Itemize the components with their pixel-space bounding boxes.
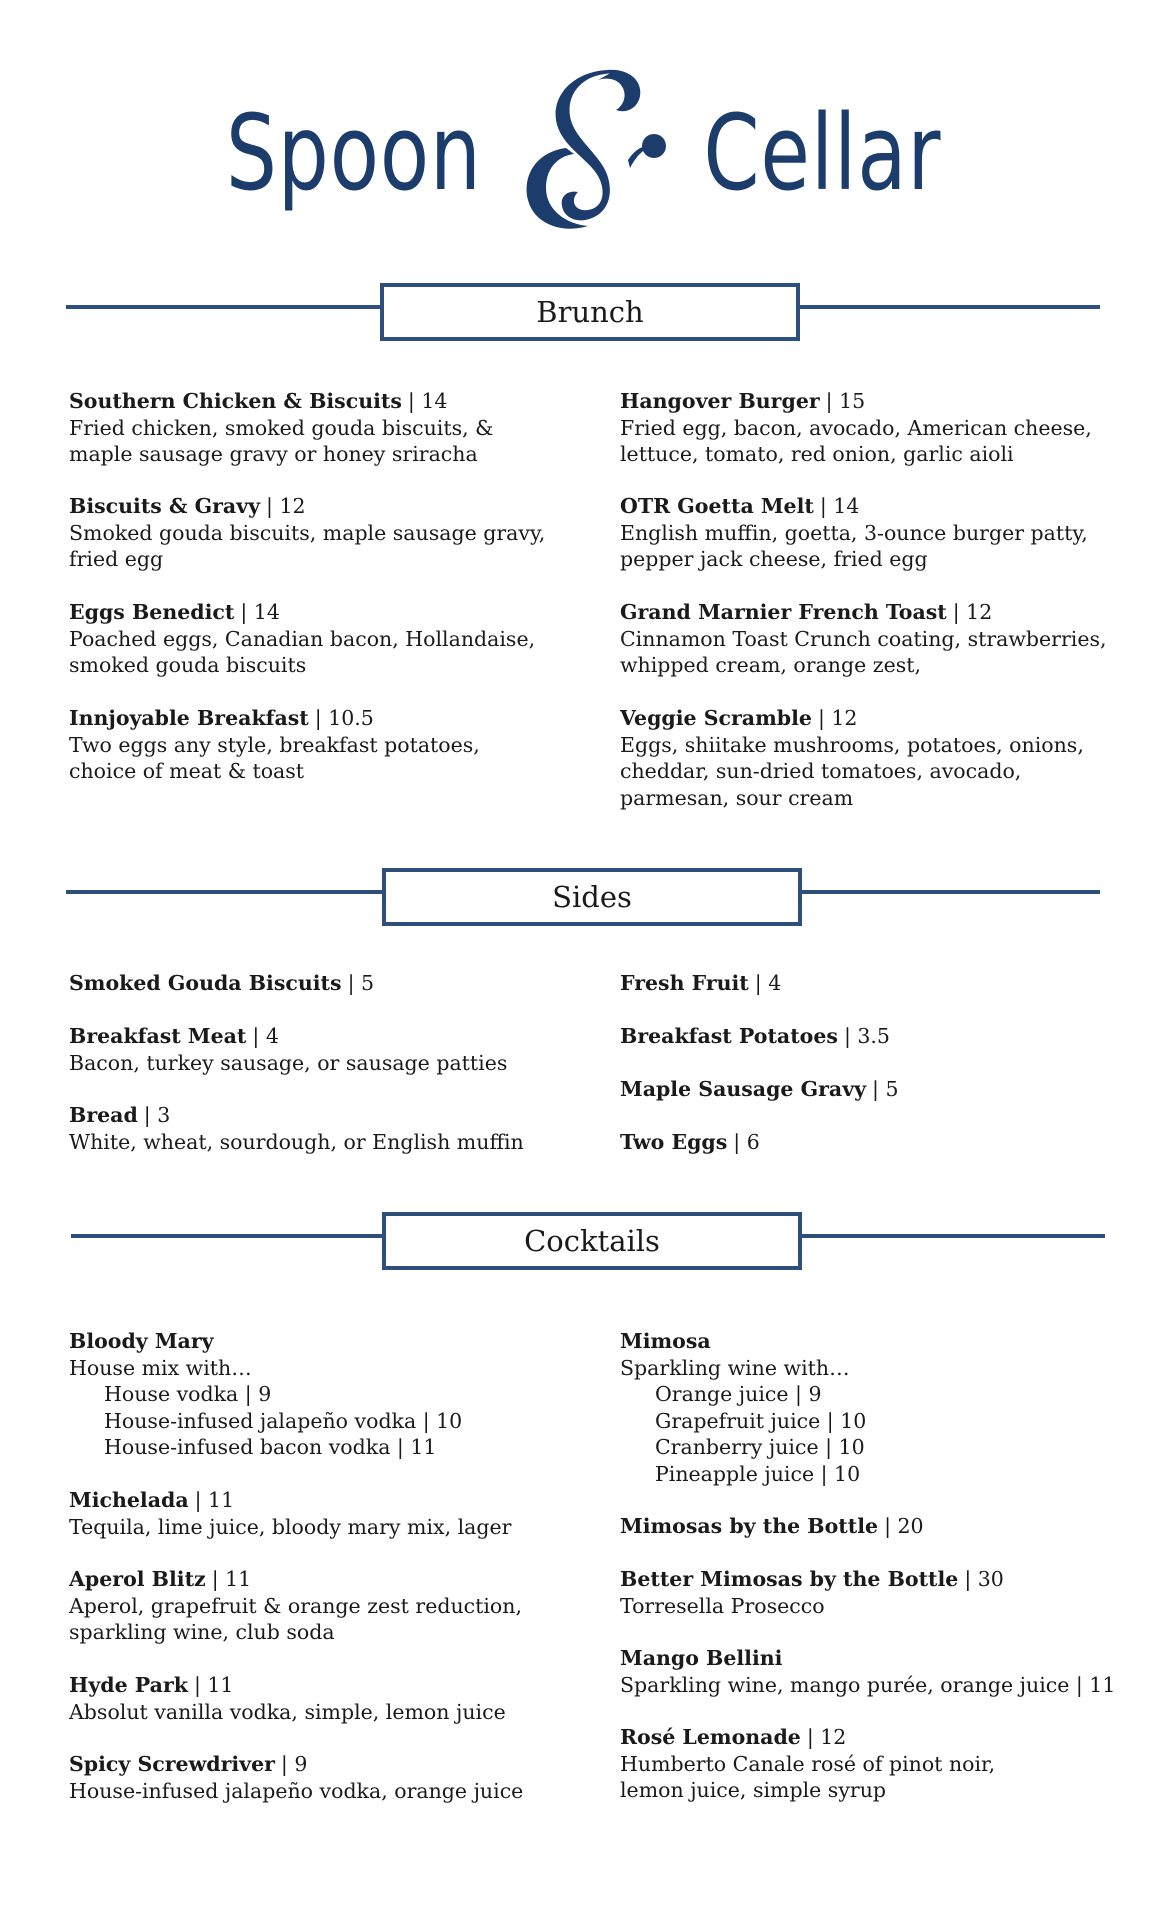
item-desc: lemon juice, simple syrup — [620, 1778, 887, 1802]
item-desc: Eggs, shiitake mushrooms, potatoes, onions, — [620, 732, 1084, 757]
item-option: Pineapple juice | 10 — [655, 1461, 861, 1486]
cocktail-item — [620, 1724, 1140, 1804]
side-item — [620, 1129, 1140, 1156]
item-price: | 14 — [819, 494, 860, 518]
cocktail-item — [69, 1328, 589, 1461]
item-option: House-infused bacon vodka | 11 — [104, 1435, 437, 1459]
item-price: | 6 — [733, 1130, 760, 1154]
item-desc: House-infused jalapeño vodka, orange juice — [69, 1778, 524, 1803]
cocktail-item — [620, 1566, 1140, 1619]
item-price: | 14 — [240, 600, 280, 624]
item-name: Fresh Fruit — [620, 971, 749, 995]
item-price: | 10.5 — [314, 706, 374, 730]
brunch-item — [69, 388, 589, 468]
item-name: Aperol Blitz — [69, 1567, 206, 1591]
item-name: Bread — [69, 1103, 138, 1127]
side-item — [69, 970, 589, 997]
side-item — [620, 1023, 1140, 1050]
item-desc: choice of meat & toast — [69, 759, 305, 783]
item-option: House vodka | 9 — [104, 1382, 272, 1406]
item-desc: Aperol, grapefruit & orange zest reduction, — [69, 1593, 522, 1618]
item-desc: Bacon, turkey sausage, or sausage patties — [69, 1050, 508, 1075]
item-option: Orange juice | 9 — [655, 1382, 822, 1406]
brunch-item — [69, 599, 589, 679]
item-desc: Tequila, lime juice, bloody mary mix, lager — [69, 1514, 512, 1539]
item-name: Spicy Screwdriver — [69, 1752, 275, 1776]
cocktail-item — [620, 1328, 1140, 1487]
brunch-item — [620, 493, 1140, 573]
item-price: | 14 — [407, 389, 448, 413]
brunch-item — [620, 599, 1140, 679]
item-name: Rosé Lemonade — [620, 1725, 801, 1749]
item-price: | 4 — [252, 1024, 279, 1048]
item-name: Breakfast Potatoes — [620, 1024, 838, 1048]
cocktail-item — [69, 1751, 589, 1804]
item-price: | 5 — [872, 1077, 899, 1101]
item-name: Hangover Burger — [620, 389, 820, 413]
item-desc: English muffin, goetta, 3-ounce burger patty, — [620, 520, 1088, 545]
item-desc: Smoked gouda biscuits, maple sausage gravy, — [69, 520, 546, 545]
cocktails-heading: Cocktails — [382, 1212, 802, 1270]
item-price: | 20 — [884, 1514, 924, 1538]
item-name: Eggs Benedict — [69, 600, 235, 624]
item-desc: White, wheat, sourdough, or English muffin — [69, 1129, 524, 1154]
brunch-item — [620, 705, 1140, 811]
side-item — [620, 970, 1140, 997]
logo-word-left: Spoon — [225, 92, 482, 214]
item-desc: cheddar, sun-dried tomatoes, avocado, — [620, 759, 1022, 783]
item-price: | 12 — [266, 494, 306, 518]
item-desc: Poached eggs, Canadian bacon, Hollandaise, — [69, 626, 536, 651]
item-name: Southern Chicken & Biscuits — [69, 389, 402, 413]
item-name: Mimosas by the Bottle — [620, 1514, 879, 1538]
item-name: Better Mimosas by the Bottle — [620, 1567, 959, 1591]
cocktail-item — [69, 1566, 589, 1646]
item-price: | 5 — [347, 971, 375, 995]
side-item — [69, 1102, 589, 1155]
item-desc: Two eggs any style, breakfast potatoes, — [69, 732, 480, 757]
item-price: | 3.5 — [843, 1024, 890, 1048]
item-name: Maple Sausage Gravy — [620, 1077, 867, 1101]
item-desc: smoked gouda biscuits — [69, 653, 307, 677]
item-price: | 15 — [825, 389, 866, 413]
logo — [0, 68, 1166, 238]
item-name: Breakfast Meat — [69, 1024, 247, 1048]
item-desc: Sparkling wine with… — [620, 1355, 850, 1380]
brunch-item — [69, 493, 589, 573]
item-option: House-infused jalapeño vodka | 10 — [104, 1408, 463, 1433]
item-name: Mimosa — [620, 1329, 711, 1353]
item-desc: parmesan, sour cream — [620, 785, 854, 810]
item-desc: sparkling wine, club soda — [69, 1620, 335, 1644]
item-desc: whipped cream, orange zest, — [620, 653, 921, 677]
brunch-item — [620, 388, 1140, 468]
item-price: | 9 — [280, 1752, 308, 1776]
item-desc: maple sausage gravy or honey sriracha — [69, 442, 478, 466]
cocktail-item — [620, 1513, 1140, 1540]
cocktail-item — [620, 1645, 1140, 1698]
item-price: | 12 — [806, 1725, 847, 1749]
item-name: Mango Bellini — [620, 1646, 783, 1670]
item-name: Smoked Gouda Biscuits — [69, 971, 342, 995]
item-price: | 3 — [143, 1103, 171, 1127]
item-desc: Absolut vanilla vodka, simple, lemon juice — [69, 1699, 506, 1724]
item-desc: fried egg — [69, 547, 164, 571]
cocktail-item — [69, 1487, 589, 1540]
item-price: | 11 — [194, 1488, 235, 1512]
item-name: Innjoyable Breakfast — [69, 706, 309, 730]
item-option: Grapefruit juice | 10 — [655, 1408, 867, 1433]
item-name: OTR Goetta Melt — [620, 494, 814, 518]
brunch-item — [69, 705, 589, 785]
ampersand-spoon-logo-icon — [508, 68, 678, 238]
item-price: | 11 — [211, 1567, 252, 1591]
side-item — [620, 1076, 1140, 1103]
brunch-heading: Brunch — [380, 283, 800, 341]
item-desc: Humberto Canale rosé of pinot noir, — [620, 1751, 996, 1776]
item-desc: Torresella Prosecco — [620, 1593, 825, 1618]
item-name: Biscuits & Gravy — [69, 494, 261, 518]
item-desc: Fried chicken, smoked gouda biscuits, & — [69, 415, 494, 440]
item-name: Hyde Park — [69, 1673, 188, 1697]
item-name: Bloody Mary — [69, 1329, 214, 1353]
item-price: | 12 — [817, 706, 858, 730]
item-desc: Cinnamon Toast Crunch coating, strawberries, — [620, 626, 1107, 651]
sides-heading: Sides — [382, 868, 802, 926]
item-price: | 30 — [964, 1567, 1004, 1591]
item-desc: pepper jack cheese, fried egg — [620, 547, 928, 571]
item-option: Cranberry juice | 10 — [655, 1435, 865, 1459]
item-desc: House mix with… — [69, 1355, 252, 1380]
item-name: Two Eggs — [620, 1130, 728, 1154]
cocktail-item — [69, 1672, 589, 1725]
item-name: Grand Marnier French Toast — [620, 600, 947, 624]
item-desc: Fried egg, bacon, avocado, American cheese, — [620, 415, 1092, 440]
item-desc: Sparkling wine, mango purée, orange juice | 11 — [620, 1672, 1116, 1697]
item-desc: lettuce, tomato, red onion, garlic aioli — [620, 442, 1014, 466]
logo-word-right: Cellar — [703, 92, 942, 214]
item-price: | 4 — [754, 971, 782, 995]
item-name: Michelada — [69, 1488, 189, 1512]
item-name: Veggie Scramble — [620, 706, 812, 730]
side-item — [69, 1023, 589, 1076]
item-price: | 12 — [952, 600, 993, 624]
item-price: | 11 — [193, 1673, 234, 1697]
